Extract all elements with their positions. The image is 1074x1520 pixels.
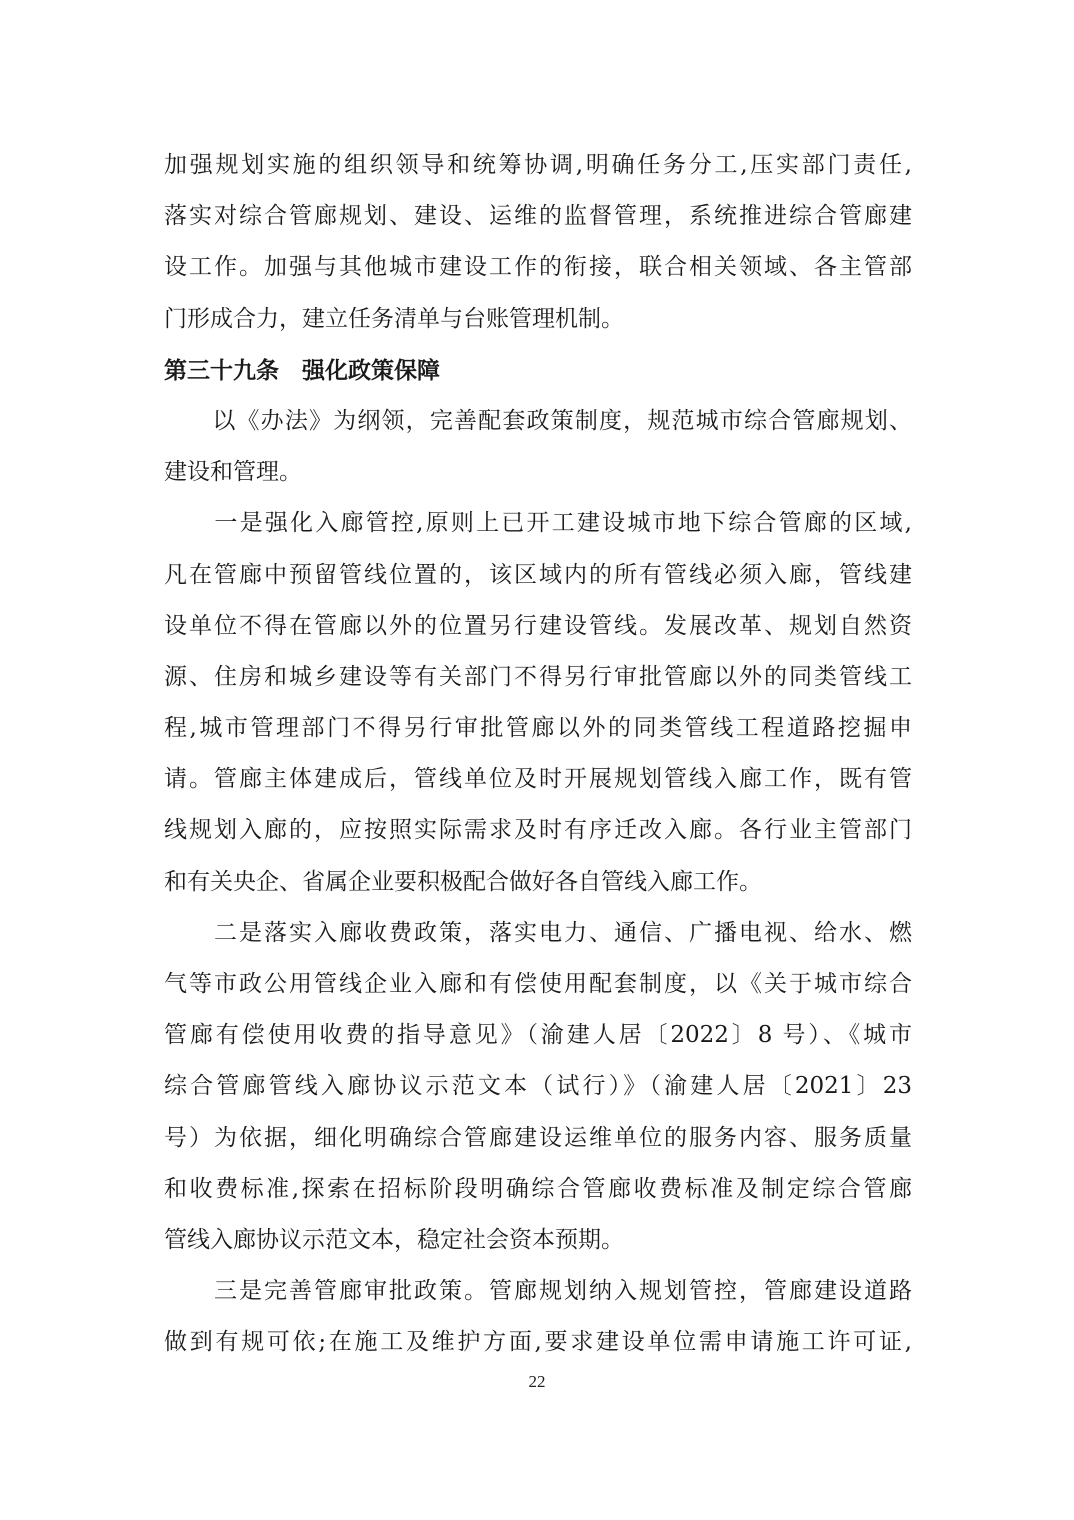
- text-line: 建设和管理。: [164, 459, 302, 486]
- text-line: 设单位不得在管廊以外的位置另行建设管线。发展改革、规划自然资: [164, 612, 912, 639]
- text-line: 落实对综合管廊规划、建设、运维的监督管理，系统推进综合管廊建: [164, 203, 912, 230]
- text-line: 管线入廊协议示范文本，稳定社会资本预期。: [164, 1226, 624, 1253]
- text-line: 设工作。加强与其他城市建设工作的衔接，联合相关领域、各主管部: [164, 254, 912, 281]
- article-heading: 第三十九条 强化政策保障: [164, 356, 440, 384]
- text-line: 做到有规可依;在施工及维护方面,要求建设单位需申请施工许可证,: [164, 1329, 912, 1356]
- text-line: 气等市政公用管线企业入廊和有偿使用配套制度，以《关于城市综合: [164, 971, 912, 997]
- page-number: 22: [528, 1372, 546, 1391]
- text-line: 线规划入廊的，应按照实际需求及时有序迁改入廊。各行业主管部门: [164, 817, 912, 844]
- text-line: 请。管廊主体建成后，管线单位及时开展规划管线入廊工作，既有管: [164, 766, 912, 793]
- body-text: [164, 140, 912, 1369]
- text-line: 加强规划实施的组织领导和统筹协调,明确任务分工,压实部门责任,: [164, 152, 912, 178]
- text-line: 程,城市管理部门不得另行审批管廊以外的同类管线工程道路挖掘申: [164, 715, 912, 742]
- text-line: 凡在管廊中预留管线位置的，该区域内的所有管线必须入廊，管线建: [164, 561, 912, 588]
- text-line: 和收费标准,探索在招标阶段明确综合管廊收费标准及制定综合管廊: [164, 1175, 912, 1202]
- text-line: 管廊有偿使用收费的指导意见》（渝建人居〔2022〕8 号）、《城市: [164, 1022, 912, 1049]
- text-line: 以《办法》为纲领，完善配套政策制度，规范城市综合管廊规划、: [164, 407, 912, 434]
- text-line: 二是落实入廊收费政策，落实电力、通信、广播电视、给水、燃: [164, 919, 912, 946]
- text-line: 和有关央企、省属企业要积极配合做好各自管线入廊工作。: [164, 868, 762, 895]
- text-line: 一是强化入廊管控,原则上已开工建设城市地下综合管廊的区域,: [164, 510, 912, 537]
- text-line: 三是完善管廊审批政策。管廊规划纳入规划管控，管廊建设道路: [164, 1278, 912, 1305]
- text-line: 综合管廊管线入廊协议示范文本（试行）》（渝建人居〔2021〕23: [164, 1073, 912, 1100]
- text-line: 门形成合力，建立任务清单与台账管理机制。: [164, 305, 624, 332]
- text-line: 号）为依据，细化明确综合管廊建设运维单位的服务内容、服务质量: [164, 1124, 912, 1151]
- text-line: 源、住房和城乡建设等有关部门不得另行审批管廊以外的同类管线工: [164, 663, 912, 690]
